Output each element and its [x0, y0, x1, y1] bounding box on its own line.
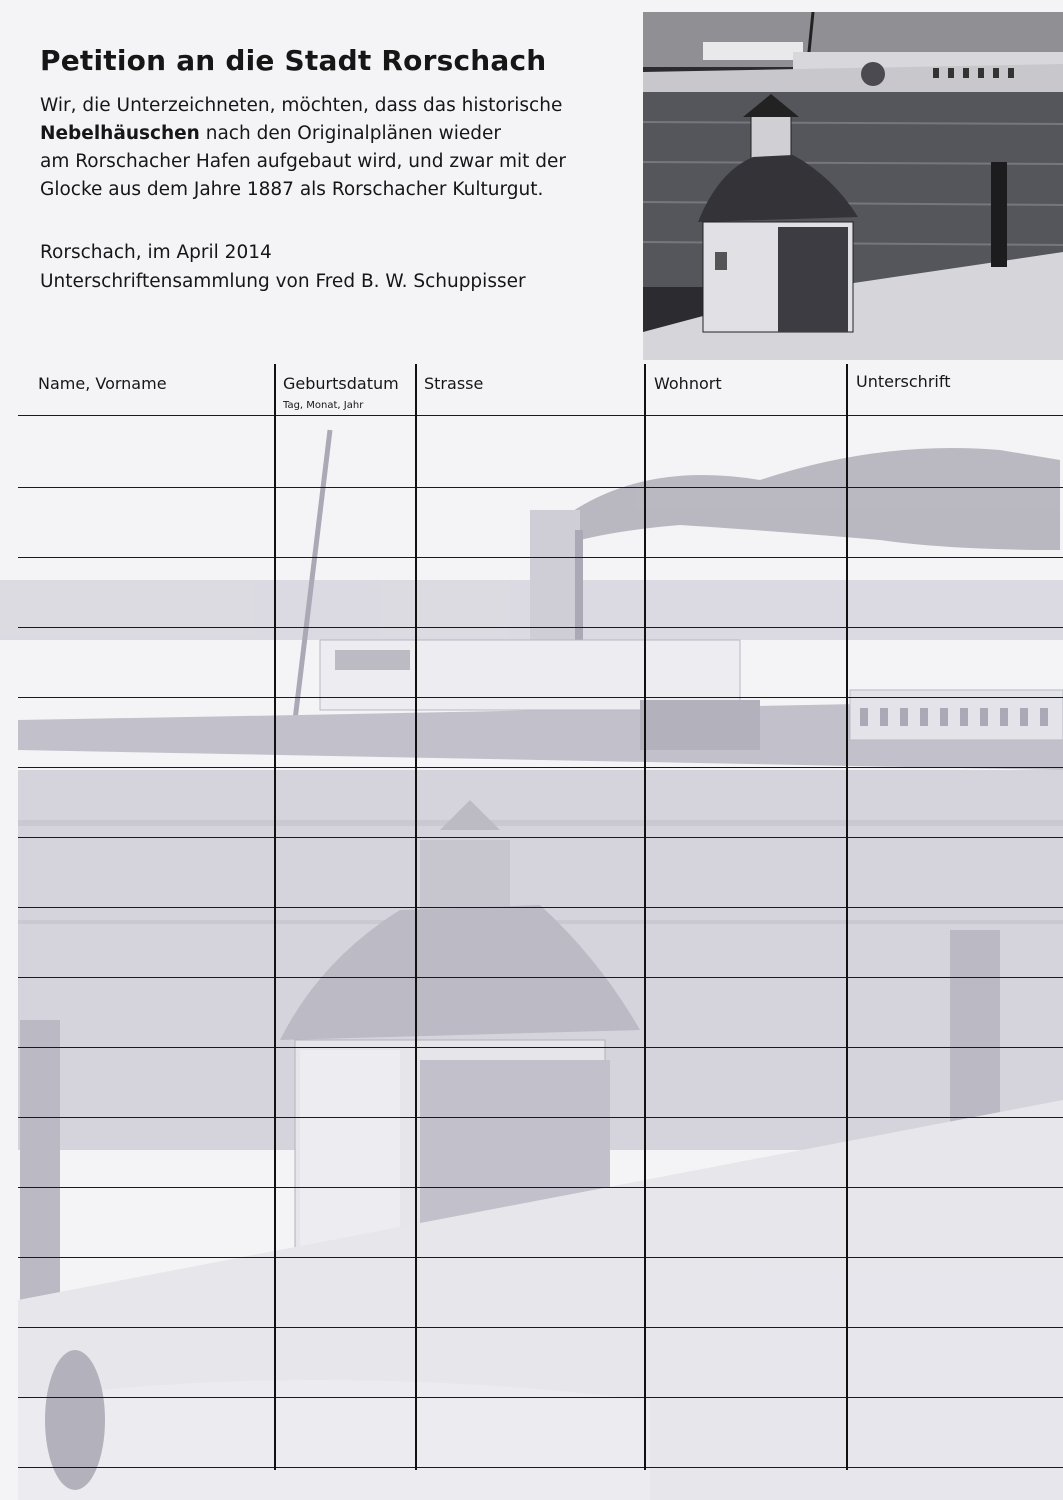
column-header-street: Strasse: [424, 374, 484, 393]
signature-row[interactable]: [18, 699, 1063, 767]
collector-line: Unterschriftensammlung von Fred B. W. Schuppisser: [40, 271, 526, 292]
signature-row[interactable]: [18, 1329, 1063, 1397]
intro-line-1: Wir, die Unterzeichneten, möchten, dass das historische: [40, 95, 563, 116]
signature-row[interactable]: [18, 629, 1063, 697]
signature-row[interactable]: [18, 1049, 1063, 1117]
signature-row[interactable]: [18, 559, 1063, 627]
column-header-name: Name, Vorname: [38, 374, 167, 393]
signature-row[interactable]: [18, 1259, 1063, 1327]
petition-text: [40, 92, 640, 204]
signature-row[interactable]: [18, 489, 1063, 557]
column-header-town: Wohnort: [654, 374, 722, 393]
intro-bold-term: Nebelhäuschen: [40, 123, 200, 144]
signature-row[interactable]: [18, 1189, 1063, 1257]
page-title: Petition an die Stadt Rorschach: [40, 44, 547, 77]
signature-row[interactable]: [18, 1399, 1063, 1467]
signature-row[interactable]: [18, 417, 1063, 487]
column-header-signature: Unterschrift: [856, 372, 951, 391]
intro-line-2-rest: nach den Originalplänen wieder: [199, 123, 502, 144]
signature-row[interactable]: [18, 979, 1063, 1047]
signature-row[interactable]: [18, 909, 1063, 977]
signature-row[interactable]: [18, 839, 1063, 907]
intro-line-4: Glocke aus dem Jahre 1887 als Rorschacher Kulturgut.: [40, 179, 544, 200]
column-header-birthdate: Geburtsdatum: [283, 374, 399, 393]
fog-house-photo: [643, 12, 1063, 360]
petition-meta: [40, 238, 526, 296]
place-date: Rorschach, im April 2014: [40, 242, 272, 263]
intro-line-3: am Rorschacher Hafen aufgebaut wird, und zwar mit der: [40, 151, 567, 172]
signature-row[interactable]: [18, 769, 1063, 837]
intro-line-2: [40, 120, 640, 148]
signature-row[interactable]: [18, 1119, 1063, 1187]
column-subheader-birthdate: Tag, Monat, Jahr: [283, 400, 364, 411]
